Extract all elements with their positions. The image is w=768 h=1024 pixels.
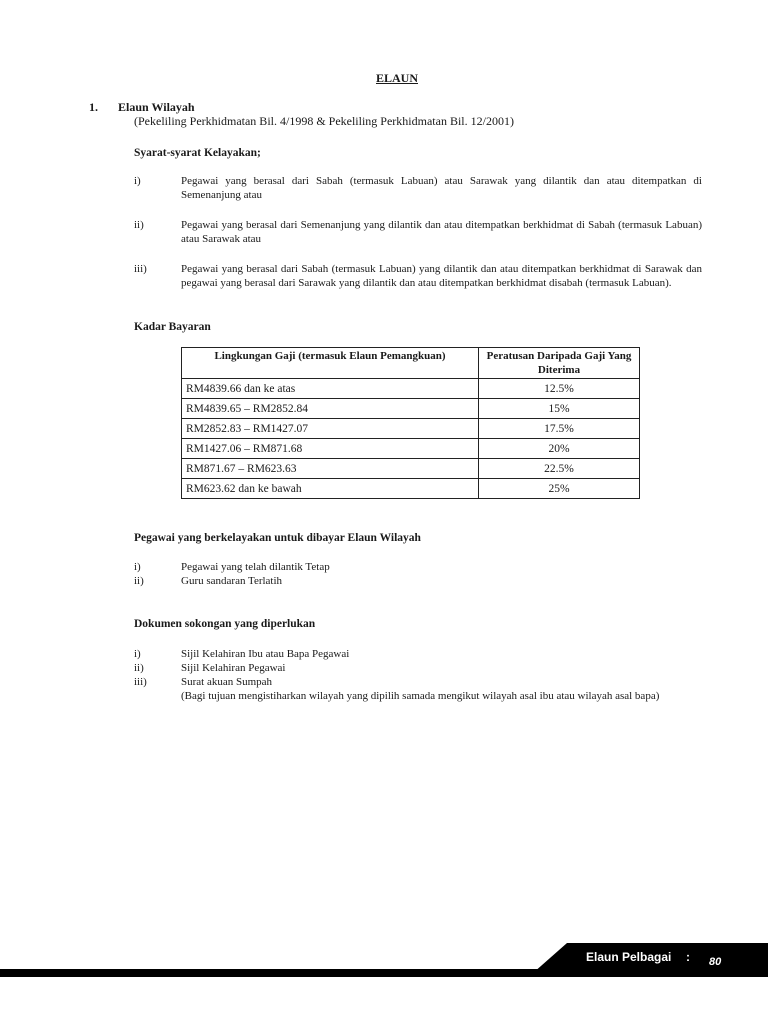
- footer-colon: :: [686, 950, 690, 964]
- salary-range-column-header: Lingkungan Gaji (termasuk Elaun Pemangkuan): [182, 348, 479, 379]
- eligible-officers-heading: Pegawai yang berkelayakan untuk dibayar Elaun Wilayah: [134, 532, 421, 544]
- section-title: Elaun Wilayah: [118, 100, 195, 114]
- footer-bar: [0, 969, 768, 977]
- percentage-cell: 17.5%: [479, 419, 640, 439]
- eligible-officer-text: Pegawai yang telah dilantik Tetap: [181, 561, 330, 573]
- salary-range-cell: RM4839.66 dan ke atas: [182, 379, 479, 399]
- eligibility-item-number: iii): [134, 263, 147, 275]
- section-reference: (Pekeliling Perkhidmatan Bil. 4/1998 & Pekeliling Perkhidmatan Bil. 12/2001): [134, 114, 514, 128]
- rates-heading: Kadar Bayaran: [134, 321, 211, 333]
- table-row: [182, 399, 640, 419]
- eligibility-item-number: i): [134, 175, 141, 187]
- table-row: [182, 479, 640, 499]
- document-item-text: Sijil Kelahiran Ibu atau Bapa Pegawai: [181, 648, 350, 660]
- eligibility-item-text: Pegawai yang berasal dari Sabah (termasuk Labuan) yang dilantik dan atau ditempatkan berkhidmat di Sarawak dan pegawai yang berasal dari Sarawak yang dilantik dan atau ditempatkan berkhidmat disabah (termasuk Labuan).: [181, 263, 702, 289]
- table-row: [182, 419, 640, 439]
- document-item-text: Surat akuan Sumpah: [181, 676, 273, 688]
- table-row: [182, 439, 640, 459]
- rates-table-header-row: [182, 348, 640, 379]
- table-row: [182, 459, 640, 479]
- percentage-cell: 25%: [479, 479, 640, 499]
- salary-range-cell: RM2852.83 – RM1427.07: [182, 419, 479, 439]
- page-number: 80: [709, 956, 722, 968]
- document-item-text: Sijil Kelahiran Pegawai: [181, 662, 286, 674]
- table-row: [182, 379, 640, 399]
- percentage-cell: 20%: [479, 439, 640, 459]
- eligible-officer-number: i): [134, 561, 141, 573]
- rates-table: [181, 347, 640, 499]
- eligibility-item-text: Pegawai yang berasal dari Semenanjung yang dilantik dan atau ditempatkan berkhidmat di Sabah (termasuk Labuan) atau Sarawak atau: [181, 219, 702, 245]
- percentage-cell: 12.5%: [479, 379, 640, 399]
- footer-label: Elaun Pelbagai: [586, 950, 672, 964]
- document-item-number: iii): [134, 676, 147, 688]
- percentage-column-header: Peratusan Daripada Gaji Yang Diterima: [479, 348, 640, 379]
- eligibility-heading: Syarat-syarat Kelayakan;: [134, 147, 261, 159]
- eligibility-item-number: ii): [134, 219, 144, 231]
- eligibility-item-text: Pegawai yang berasal dari Sabah (termasuk Labuan) atau Sarawak yang dilantik dan atau ditempatkan di Semenanjung atau: [181, 175, 702, 201]
- salary-range-cell: RM623.62 dan ke bawah: [182, 479, 479, 499]
- document-item-number: ii): [134, 662, 144, 674]
- percentage-cell: 22.5%: [479, 459, 640, 479]
- eligible-officer-number: ii): [134, 575, 144, 587]
- documents-heading: Dokumen sokongan yang diperlukan: [134, 618, 316, 630]
- document-item-number: i): [134, 648, 141, 660]
- section-number: 1.: [89, 100, 98, 114]
- eligible-officer-text: Guru sandaran Terlatih: [181, 575, 283, 587]
- salary-range-cell: RM1427.06 – RM871.68: [182, 439, 479, 459]
- salary-range-cell: RM4839.65 – RM2852.84: [182, 399, 479, 419]
- salary-range-cell: RM871.67 – RM623.63: [182, 459, 479, 479]
- page-title: ELAUN: [375, 71, 418, 85]
- percentage-cell: 15%: [479, 399, 640, 419]
- document-note: (Bagi tujuan mengistiharkan wilayah yang dipilih samada mengikut wilayah asal ibu atau wilayah asal bapa): [181, 690, 660, 702]
